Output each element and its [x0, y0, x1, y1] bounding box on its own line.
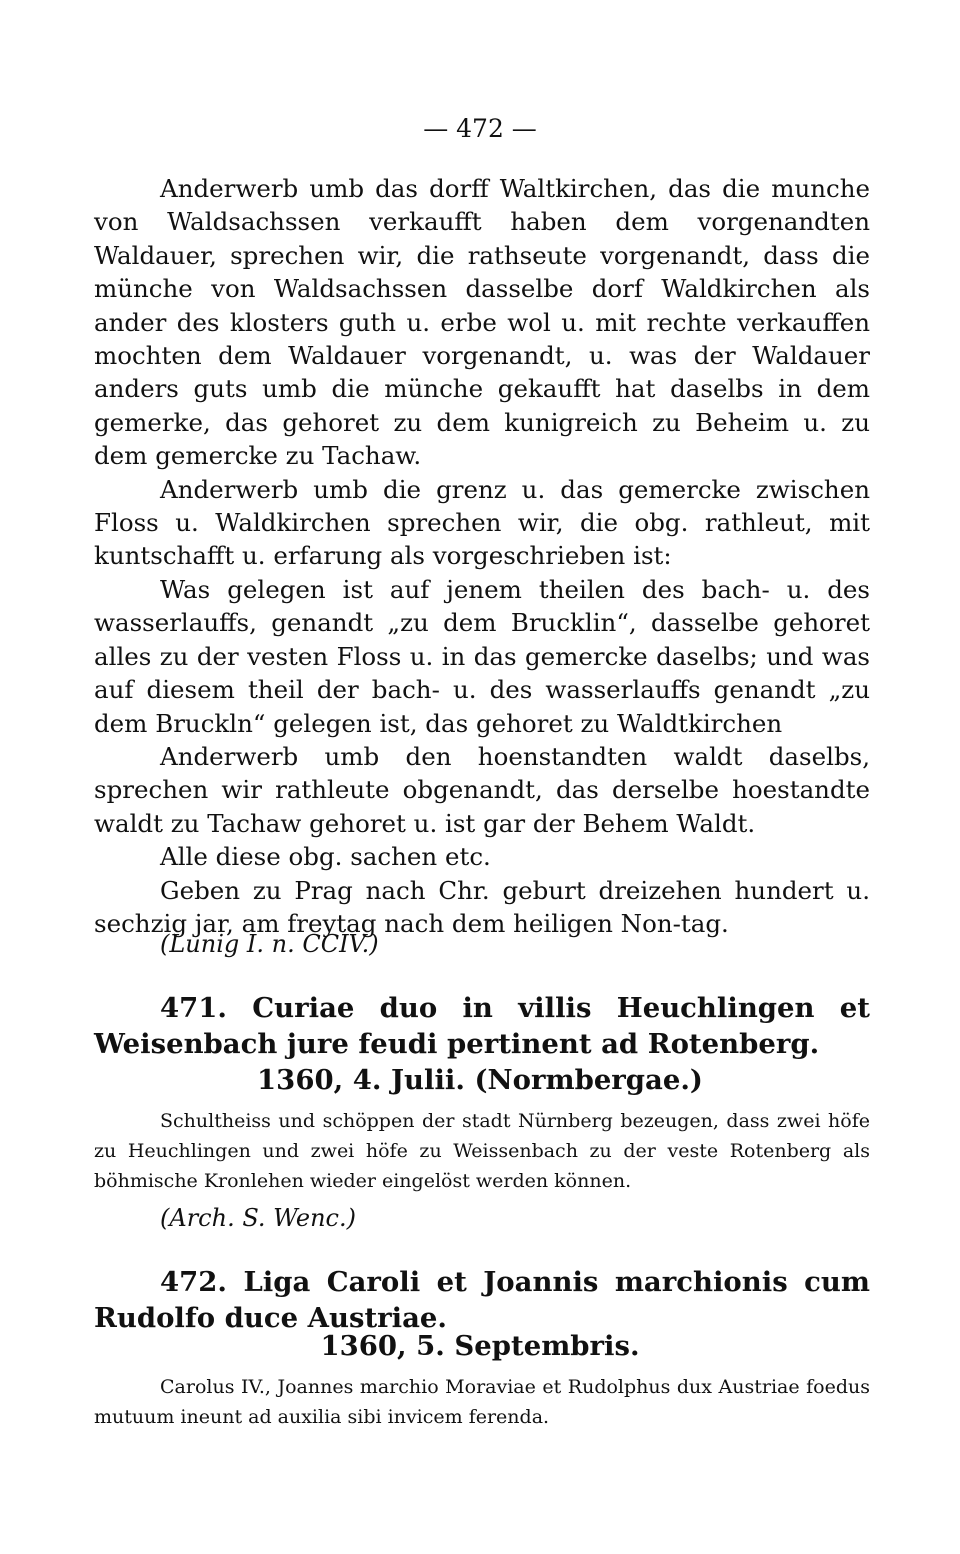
page-number: — 472 — [423, 114, 537, 143]
paragraph-sachen: Alle diese obg. sachen etc. [160, 842, 491, 872]
entry-472-regest: Carolus IV., Joannes marchio Moraviae et Rudolphus dux Austriae foedus mutuum ineunt ad auxilia sibi invicem ferenda. [94, 1376, 870, 1428]
entry-471-source: (Arch. S. Wenc.) [160, 1204, 356, 1232]
paragraph-waldt: Anderwerb umb den hoenstandten waldt daselbs, sprechen wir rathleute obgenandt, das derselbe hoestandte waldt zu Tachaw gehoret u. ist gar der Behem Waldt. [94, 741, 870, 838]
paragraph-datum: Geben zu Prag nach Chr. geburt dreizehen hundert u. sechzig jar, am freytag nach dem heiligen Non-tag. [94, 875, 870, 938]
paragraph-brucklin: Was gelegen ist auf jenem theilen des bach- u. des wasserlauffs, genandt „zu dem Brucklin“, dasselbe gehoret alles zu der vesten Floss u. in das gemercke daselbs; und was auf diesem theil der bach- u. des wasserlauffs genandt „zu dem Bruckln“ gelegen ist, das gehoret zu Waldtkirchen [94, 574, 870, 738]
paragraph-grenz: Anderwerb umb die grenz u. das gemercke zwischen Floss u. Waldkirchen sprechen wir, die obg. rathleut, mit kuntschafft u. erfarung als vorgeschrieben ist: [94, 474, 870, 571]
source-citation-lunig: (Lunig I. n. CCIV.) [160, 930, 379, 958]
entry-471-date: 1360, 4. Julii. (Normbergae.) [257, 1064, 703, 1096]
entry-471-regest: Schultheiss und schöppen der stadt Nürnberg bezeugen, dass zwei höfe zu Heuchlingen und zwei höfe zu Weissenbach zu der veste Rotenberg als böhmische Kronlehen wieder eingelöst werden können. [94, 1110, 870, 1192]
paragraph-waltkirchen: Anderwerb umb das dorff Waltkirchen, das die munche von Waldsachssen verkaufft haben dem vorgenandten Waldauer, sprechen wir, die rathseute vorgenandt, dass die münche von Waldsachssen dasselbe dorf Waldkirchen als ander des klosters guth u. erbe wol u. mit rechte verkauffen mochten dem Waldauer vorgenandt, u. was der Waldauer anders guts umb die münche gekaufft hat daselbs in dem gemerke, das gehoret zu dem kunigreich zu Beheim u. zu dem gemercke zu Tachaw. [94, 174, 870, 471]
document-body [94, 172, 870, 940]
entry-471-title: 471. Curiae duo in villis Heuchlingen et Weisenbach jure feudi pertinent ad Rotenberg. [94, 992, 870, 1060]
entry-472-date: 1360, 5. Septembris. [320, 1330, 640, 1362]
entry-472-title: 472. Liga Caroli et Joannis marchionis cum Rudolfo duce Austriae. [94, 1266, 870, 1334]
